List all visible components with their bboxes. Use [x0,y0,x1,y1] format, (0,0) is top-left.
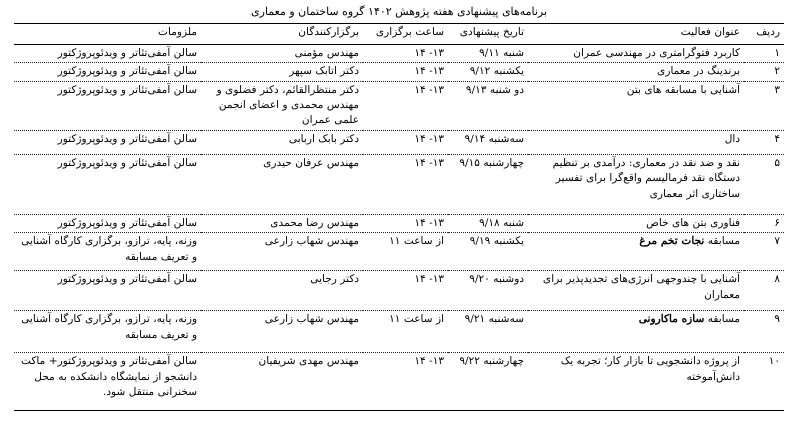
table-row [14,311,784,353]
header-date: تاریخ پیشنهادی [448,24,528,45]
cell-requirements: سالن آمفی‌تئاتر و ویدئوپروژکتور [14,45,201,63]
cell-organizers: مهندس مؤمنی [201,45,363,63]
cell-date: چهارشنبه ۹/۱۵ [448,154,528,214]
cell-time: از ساعت ۱۱ [363,233,448,271]
header-row [14,24,784,45]
cell-activity: کاربرد فتوگرامتری در مهندسی عمران [528,45,744,63]
cell-date: چهارشنبه ۹/۲۲ [448,353,528,411]
cell-organizers: دکتر منتظرالقائم، دکتر فضلوی و مهندس محمدی و اعضای انجمن علمی عمران [201,81,363,130]
title-row [14,3,784,24]
table-row [14,353,784,411]
schedule-table [14,3,784,411]
cell-no: ۳ [744,81,784,130]
cell-organizers: مهندس شهاب زارعی [201,311,363,353]
cell-time: ۱۳- ۱۴ [363,81,448,130]
cell-no: ۶ [744,214,784,232]
table-title: برنامه‌های پیشنهادی هفته پژوهش ۱۴۰۲ گروه ساختمان و معماری [14,3,784,24]
cell-requirements: سالن آمفی‌تئاتر و ویدئوپروژکتور [14,214,201,232]
cell-date: دو شنبه ۹/۱۳ [448,81,528,130]
cell-date: شنبه ۹/۱۸ [448,214,528,232]
activity-bold: نجات تخم مرغ [639,235,705,248]
cell-date: سه‌شنبه ۹/۲۱ [448,311,528,353]
cell-organizers: دکتر اتابک سپهر [201,63,363,81]
cell-date: یکشنبه ۹/۱۹ [448,233,528,271]
table-row [14,214,784,232]
cell-no: ۷ [744,233,784,271]
cell-time: ۱۳- ۱۴ [363,45,448,63]
cell-activity: آشنایی با چندوجهی انرژی‌های تجدیدپذیر برای معماران [528,271,744,311]
cell-date: دوشنبه ۹/۲۰ [448,271,528,311]
activity-prefix: مسابقه [704,313,741,326]
cell-organizers: مهندس شهاب زارعی [201,233,363,271]
cell-organizers: دکتر رجایی [201,271,363,311]
cell-activity [528,311,744,353]
activity-prefix: مسابقه [704,235,741,248]
cell-time: ۱۳- ۱۴ [363,130,448,154]
cell-time: ۱۳- ۱۴ [363,63,448,81]
cell-activity: نقد و ضد نقد در معماری: درآمدی بر تنظیم دستگاه نقد فرمالیسم واقع‌گرا برای تفسیر ساختاری اثر معماری [528,154,744,214]
cell-no: ۵ [744,154,784,214]
cell-requirements: سالن آمفی‌تئاتر و ویدئوپروژکتور [14,271,201,311]
header-organizers: برگزارکنندگان [201,24,363,45]
cell-requirements: سالن آمفی‌تئاتر و ویدئوپروژکتور+ ماکت دانشجو از نمایشگاه دانشکده به محل سخنرانی منتقل شود. [14,353,201,411]
header-no: ردیف [744,24,784,45]
cell-no: ۱۰ [744,353,784,411]
cell-activity: فناوری بتن های خاص [528,214,744,232]
table-row [14,45,784,63]
cell-date: سه‌شنبه ۹/۱۴ [448,130,528,154]
cell-no: ۹ [744,311,784,353]
cell-time: ۱۳- ۱۴ [363,154,448,214]
cell-time: ۱۳- ۱۴ [363,214,448,232]
cell-no: ۸ [744,271,784,311]
header-time: ساعت برگزاری [363,24,448,45]
cell-requirements: وزنه، پایه، ترازو، برگزاری کارگاه آشنایی و تعریف مسابقه [14,311,201,353]
activity-bold: سازه ماکارونی [638,313,705,326]
cell-activity: برندینگ در معماری [528,63,744,81]
cell-requirements: سالن آمفی‌تئاتر و ویدئوپروژکتور [14,130,201,154]
table-row [14,130,784,154]
cell-organizers: مهندس مهدی شریفیان [201,353,363,411]
cell-time: ۱۳- ۱۴ [363,271,448,311]
cell-activity: از پروژه دانشجویی تا بازار کار؛ تجربه یک دانش‌آموخته [528,353,744,411]
table-row [14,271,784,311]
cell-requirements: سالن آمفی‌تئاتر و ویدئوپروژکتور [14,63,201,81]
cell-organizers: مهندس رضا محمدی [201,214,363,232]
header-requirements: ملزومات [14,24,201,45]
cell-requirements: وزنه، پایه، ترازو، برگزاری کارگاه آشنایی و تعریف مسابقه [14,233,201,271]
cell-activity: دال [528,130,744,154]
cell-organizers: مهندس عرفان حیدری [201,154,363,214]
table-row [14,63,784,81]
table-row [14,154,784,214]
cell-activity: آشنایی با مسابقه های بتن [528,81,744,130]
cell-date: یکشنبه ۹/۱۲ [448,63,528,81]
cell-time: ۱۳- ۱۴ [363,353,448,411]
cell-requirements: سالن آمفی‌تئاتر و ویدئوپروژکتور [14,81,201,130]
cell-activity [528,233,744,271]
cell-no: ۱ [744,45,784,63]
table-row [14,233,784,271]
table-row [14,81,784,130]
cell-date: شنبه ۹/۱۱ [448,45,528,63]
cell-no: ۴ [744,130,784,154]
cell-organizers: دکتر بابک اربابی [201,130,363,154]
cell-requirements: سالن آمفی‌تئاتر و ویدئوپروژکتور [14,154,201,214]
cell-no: ۲ [744,63,784,81]
header-activity: عنوان فعالیت [528,24,744,45]
cell-time: از ساعت ۱۱ [363,311,448,353]
